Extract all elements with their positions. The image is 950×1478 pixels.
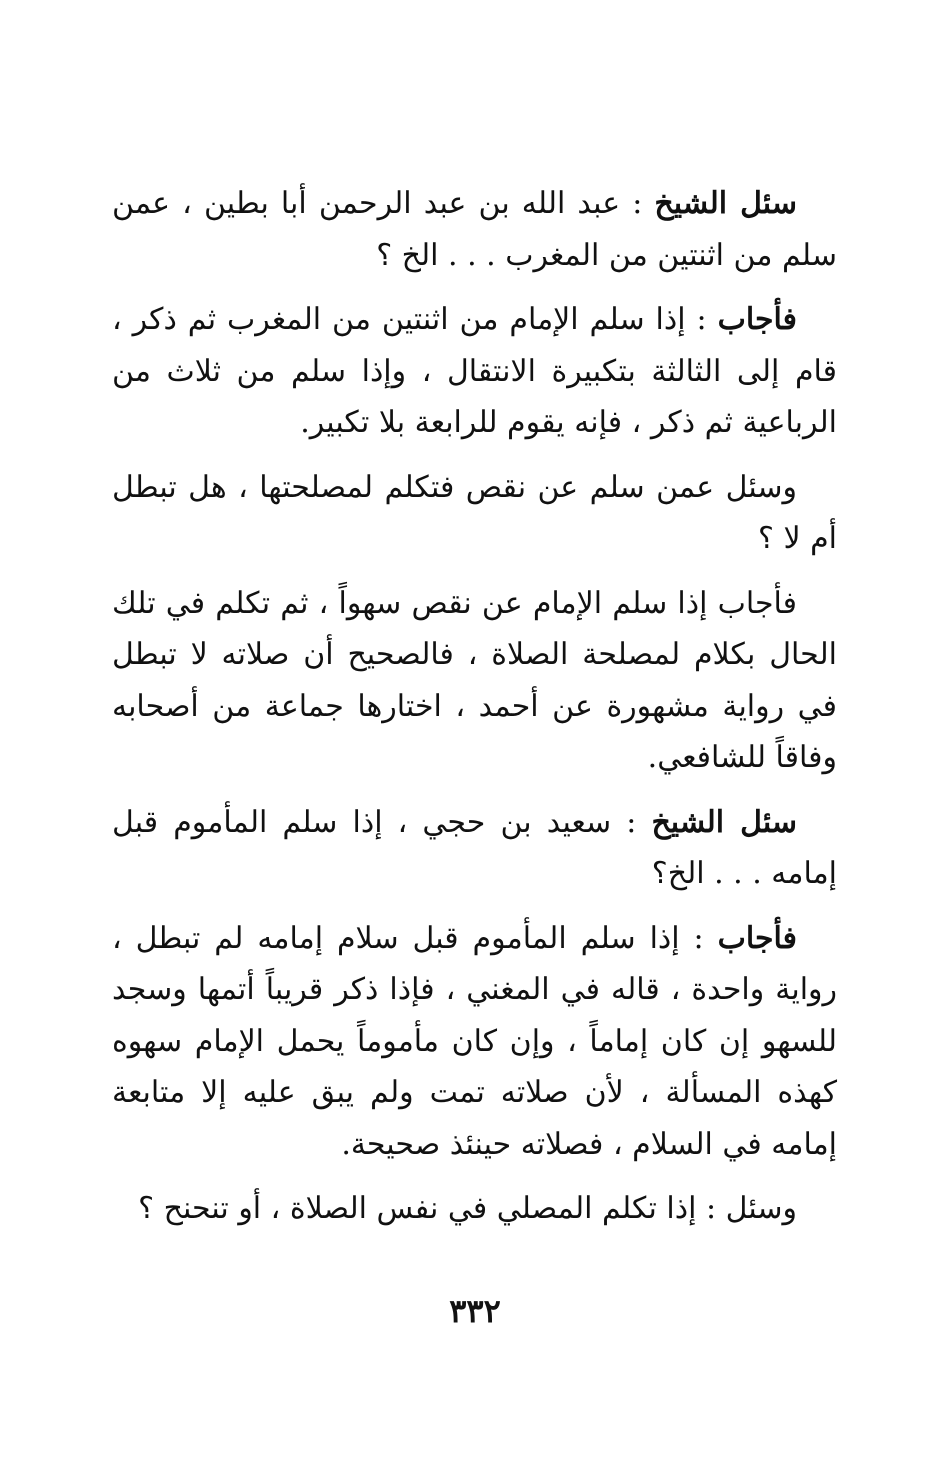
paragraph-4-text: فأجاب إذا سلم الإمام عن نقص سهواً ، ثم تكلم في تلك الحال بكلام لمصلحة الصلاة ، فالصحيح أن صلاته لا تبطل في رواية مشهورة عن أحمد ، اختارها جماعة من أصحابه وفاقاً للشافعي. bbox=[112, 585, 837, 775]
paragraph-1-text: : عبد الله بن عبد الرحمن أبا بطين ، عمن سلم من اثنتين من المغرب . . . الخ ؟ bbox=[112, 186, 837, 273]
paragraph-3 bbox=[112, 462, 837, 565]
paragraph-6 bbox=[112, 913, 837, 1171]
paragraph-2-lead: فأجاب bbox=[717, 302, 797, 337]
page-text bbox=[112, 178, 837, 1248]
paragraph-2-text: : إذا سلم الإمام من اثنتين من المغرب ثم ذكر ، قام إلى الثالثة بتكبيرة الانتقال ، وإذا سلم من ثلاث من الرباعية ثم ذكر ، فإنه يقوم للرابعة بلا تكبير. bbox=[112, 302, 837, 440]
paragraph-5-lead: سئل الشيخ bbox=[651, 804, 798, 840]
paragraph-6-lead: فأجاب bbox=[717, 920, 797, 956]
paragraph-5-text: : سعيد بن حجي ، إذا سلم المأموم قبل إمامه . . . الخ؟ bbox=[112, 804, 837, 891]
page-number: ٣٣٢ bbox=[449, 1292, 501, 1330]
paragraph-7 bbox=[112, 1183, 837, 1235]
paragraph-7-text: وسئل : إذا تكلم المصلي في نفس الصلاة ، أو تنحنح ؟ bbox=[138, 1191, 797, 1226]
paragraph-1-lead: سئل الشيخ bbox=[654, 186, 797, 221]
paragraph-1 bbox=[112, 178, 837, 281]
paragraph-3-text: وسئل عمن سلم عن نقص فتكلم لمصلحتها ، هل تبطل أم لا ؟ bbox=[112, 469, 837, 556]
paragraph-4 bbox=[112, 578, 837, 784]
paragraph-5 bbox=[112, 797, 837, 900]
paragraph-2 bbox=[112, 294, 837, 449]
paragraph-6-text: : إذا سلم المأموم قبل سلام إمامه لم تبطل ، رواية واحدة ، قاله في المغني ، فإذا ذكر قريباً أتمها وسجد للسهو إن كان إماماً ، وإن كان مأموماً يحمل الإمام سهوه كهذه المسألة ، لأن صلاته تمت ولم يبق عليه إلا متابعة إمامه في السلام ، فصلاته حينئذ صحيحة. bbox=[112, 920, 837, 1162]
